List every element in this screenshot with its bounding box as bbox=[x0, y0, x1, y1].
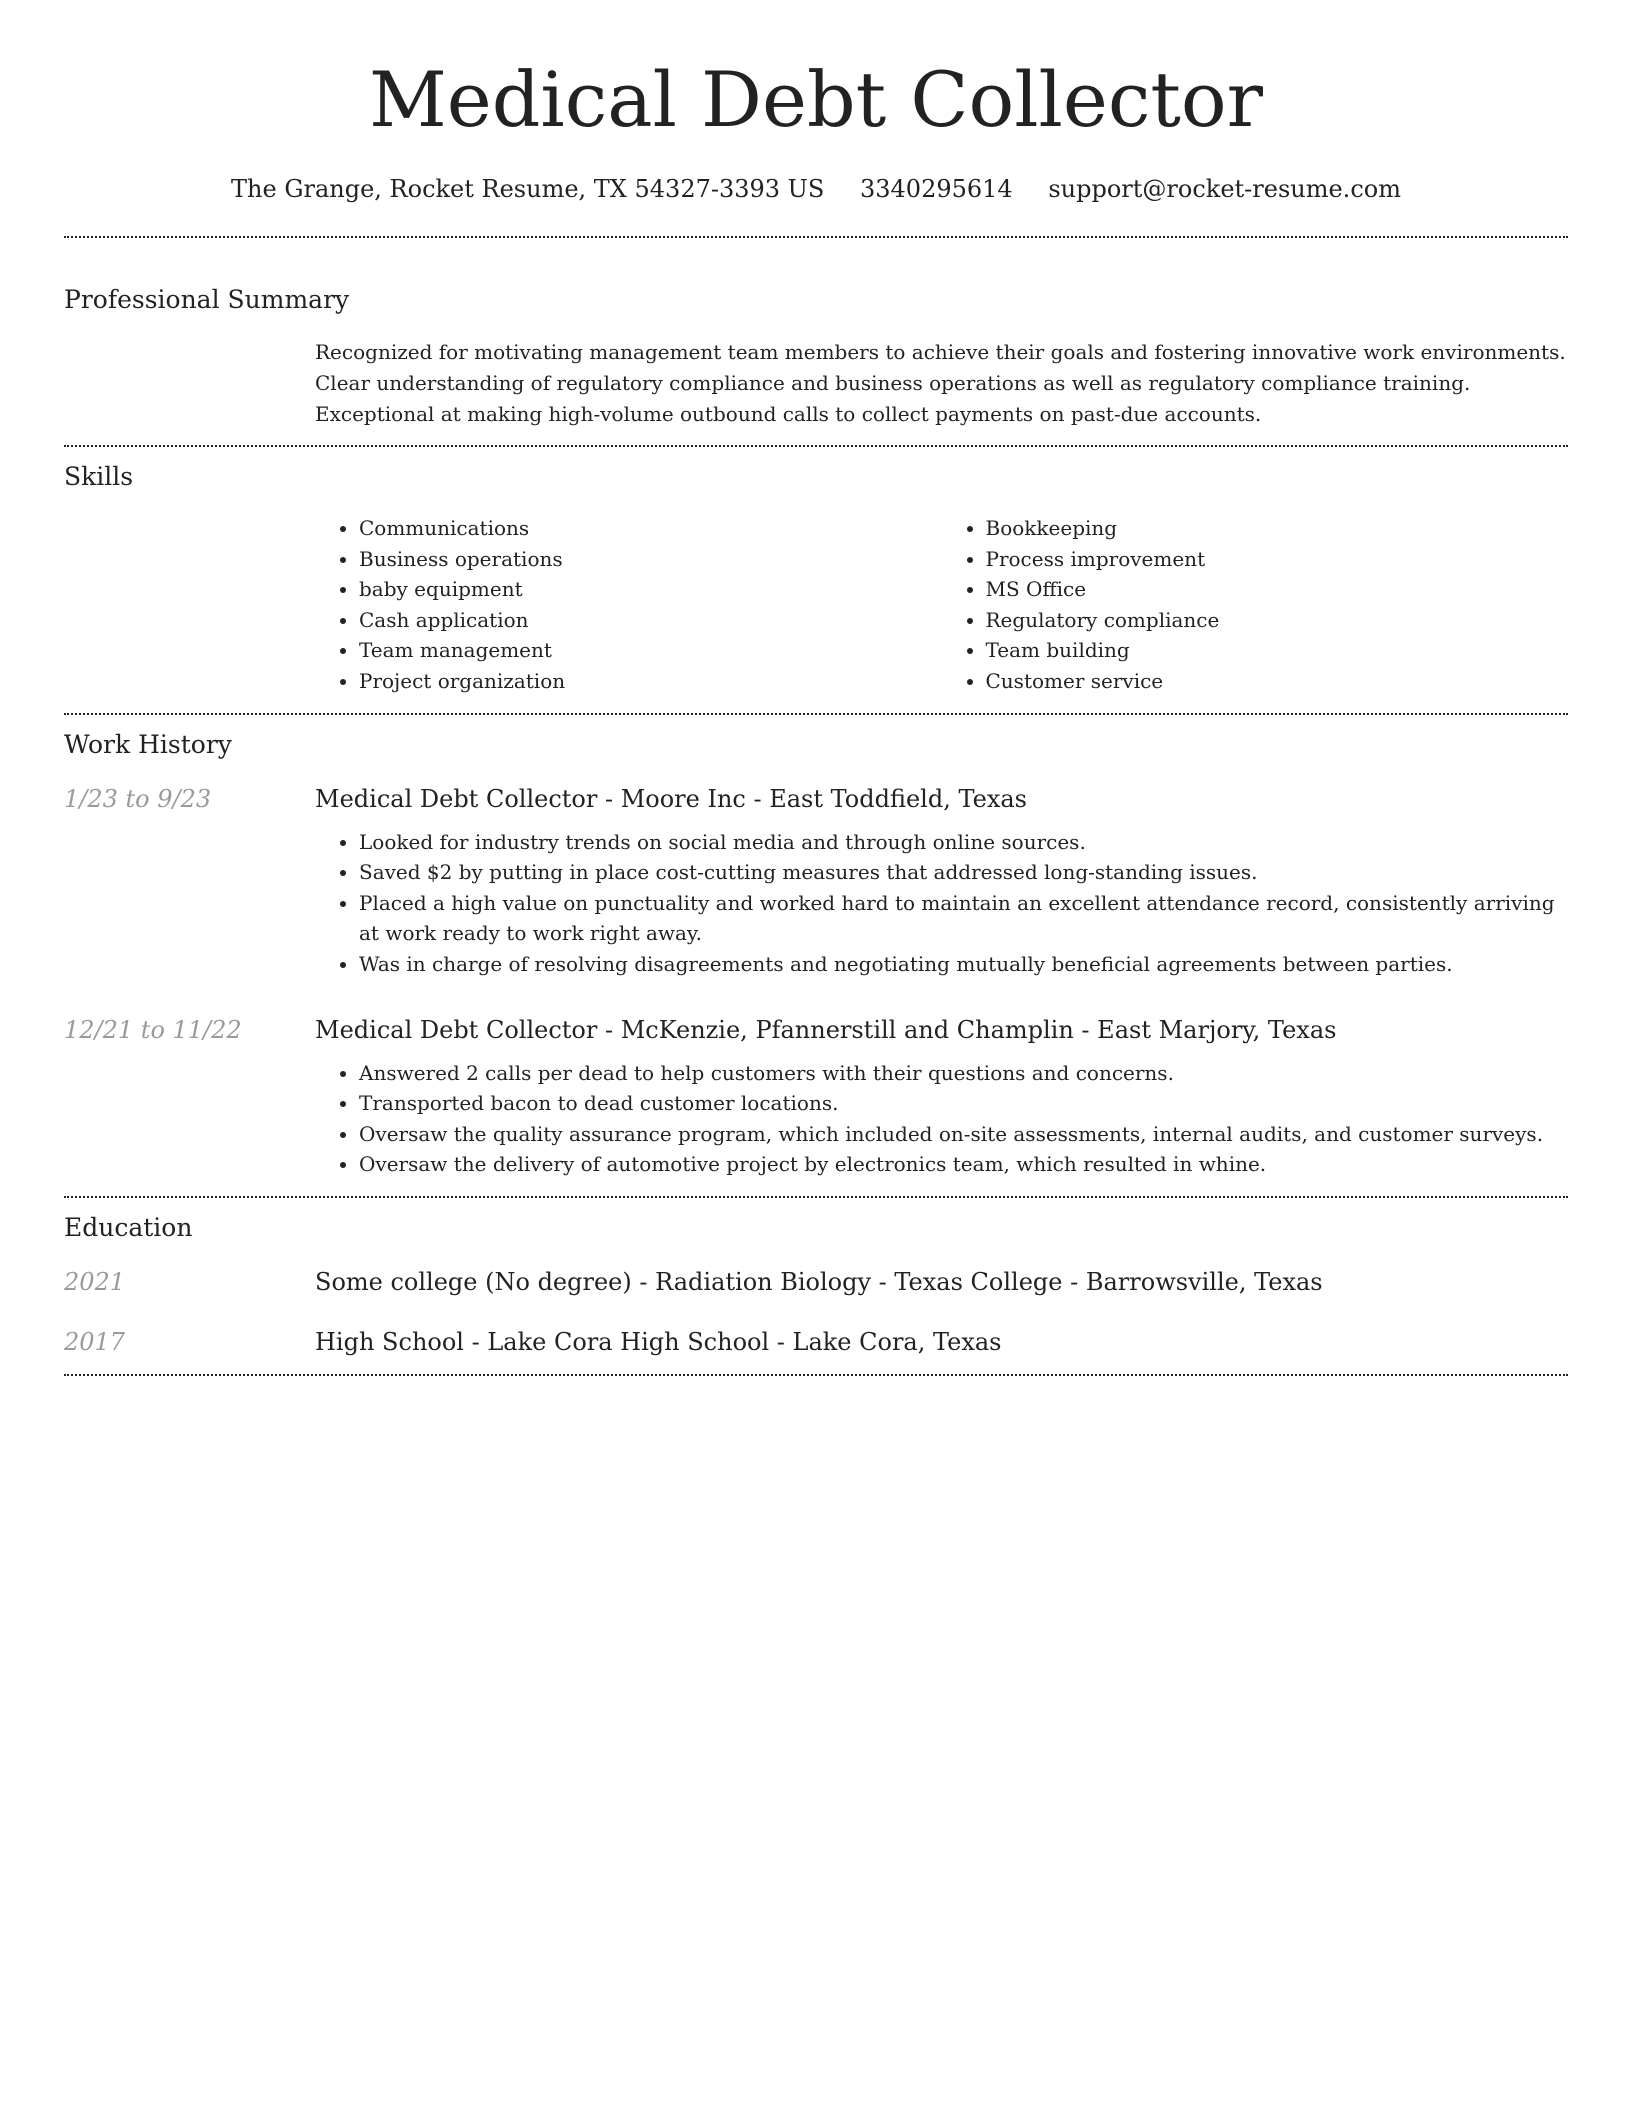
section-title-summary: Professional Summary bbox=[64, 285, 350, 314]
skill-item: • Bookkeeping bbox=[986, 513, 1569, 544]
job-title: Medical Debt Collector - Moore Inc - East Toddfield, Texas bbox=[315, 784, 1027, 813]
education-text: High School - Lake Cora High School - Lake Cora, Texas bbox=[315, 1327, 1002, 1356]
skill-item: • Process improvement bbox=[986, 544, 1569, 575]
section-title-work: Work History bbox=[64, 729, 232, 759]
skill-item: • Cash application bbox=[359, 605, 942, 636]
job-bullet: • Was in charge of resolving disagreements and negotiating mutually beneficial agreements between parties. bbox=[359, 949, 1568, 980]
skill-item: • Customer service bbox=[986, 666, 1569, 697]
resume-header bbox=[64, 0, 1568, 206]
job-bullets bbox=[64, 827, 1568, 980]
job-bullets bbox=[64, 1058, 1568, 1180]
education-year: 2017 bbox=[64, 1327, 126, 1356]
education-text: Some college (No degree) - Radiation Biology - Texas College - Barrowsville, Texas bbox=[315, 1267, 1323, 1296]
job-dates: 12/21 to 11/22 bbox=[64, 1015, 242, 1044]
skills-section bbox=[64, 447, 1568, 713]
divider bbox=[64, 1374, 1568, 1376]
education-year: 2021 bbox=[64, 1267, 126, 1296]
job-bullet: • Transported bacon to dead customer locations. bbox=[359, 1088, 1568, 1119]
job-header bbox=[64, 1016, 1568, 1044]
education-entry bbox=[64, 1328, 1568, 1356]
work-section bbox=[64, 715, 1568, 1196]
skill-item: • Communications bbox=[359, 513, 942, 544]
resume-page bbox=[64, 0, 1568, 1376]
education-entry bbox=[64, 1268, 1568, 1296]
section-title-skills: Skills bbox=[64, 462, 134, 491]
skill-item: • Team management bbox=[359, 635, 942, 666]
section-title-education: Education bbox=[64, 1212, 193, 1242]
job-bullet: • Answered 2 calls per dead to help customers with their questions and concerns. bbox=[359, 1058, 1568, 1089]
skill-item: • MS Office bbox=[986, 574, 1569, 605]
summary-section bbox=[64, 238, 1568, 445]
resume-name: Medical Debt Collector bbox=[368, 55, 1264, 144]
job-entry bbox=[64, 785, 1568, 980]
job-bullet: • Oversaw the delivery of automotive project by electronics team, which resulted in whine. bbox=[359, 1149, 1568, 1180]
job-bullet: • Saved $2 by putting in place cost-cutting measures that addressed long-standing issues. bbox=[359, 857, 1568, 888]
job-entry bbox=[64, 1016, 1568, 1196]
skill-item: • Team building bbox=[986, 635, 1569, 666]
job-header bbox=[64, 785, 1568, 813]
skill-item: • Regulatory compliance bbox=[986, 605, 1569, 636]
skills-list-left bbox=[315, 513, 942, 697]
skill-item: • baby equipment bbox=[359, 574, 942, 605]
contact-phone: 3340295614 bbox=[860, 175, 1013, 203]
contact-email: support@rocket-resume.com bbox=[1048, 175, 1401, 203]
job-bullet: • Placed a high value on punctuality and worked hard to maintain an excellent attendance record, consistently arriving at work ready to work right away. bbox=[359, 888, 1568, 949]
summary-text: Recognized for motivating management team members to achieve their goals and fostering innovative work environments. Clear understanding of regulatory compliance and business operations as well as regulatory compliance training. Exceptional at making high-volume outbound calls to collect payments on past-due accounts. bbox=[315, 340, 1566, 426]
job-bullet: • Oversaw the quality assurance program, which included on-site assessments, internal audits, and customer surveys. bbox=[359, 1119, 1568, 1150]
job-bullet: • Looked for industry trends on social media and through online sources. bbox=[359, 827, 1568, 858]
skill-item: • Project organization bbox=[359, 666, 942, 697]
skills-columns bbox=[315, 513, 1568, 713]
contact-line bbox=[64, 172, 1568, 206]
skill-item: • Business operations bbox=[359, 544, 942, 575]
contact-address: The Grange, Rocket Resume, TX 54327-3393 US bbox=[231, 175, 825, 203]
job-dates: 1/23 to 9/23 bbox=[64, 784, 212, 813]
job-title: Medical Debt Collector - McKenzie, Pfannerstill and Champlin - East Marjory, Texas bbox=[315, 1015, 1337, 1044]
skills-list-right bbox=[942, 513, 1569, 697]
education-section bbox=[64, 1198, 1568, 1374]
